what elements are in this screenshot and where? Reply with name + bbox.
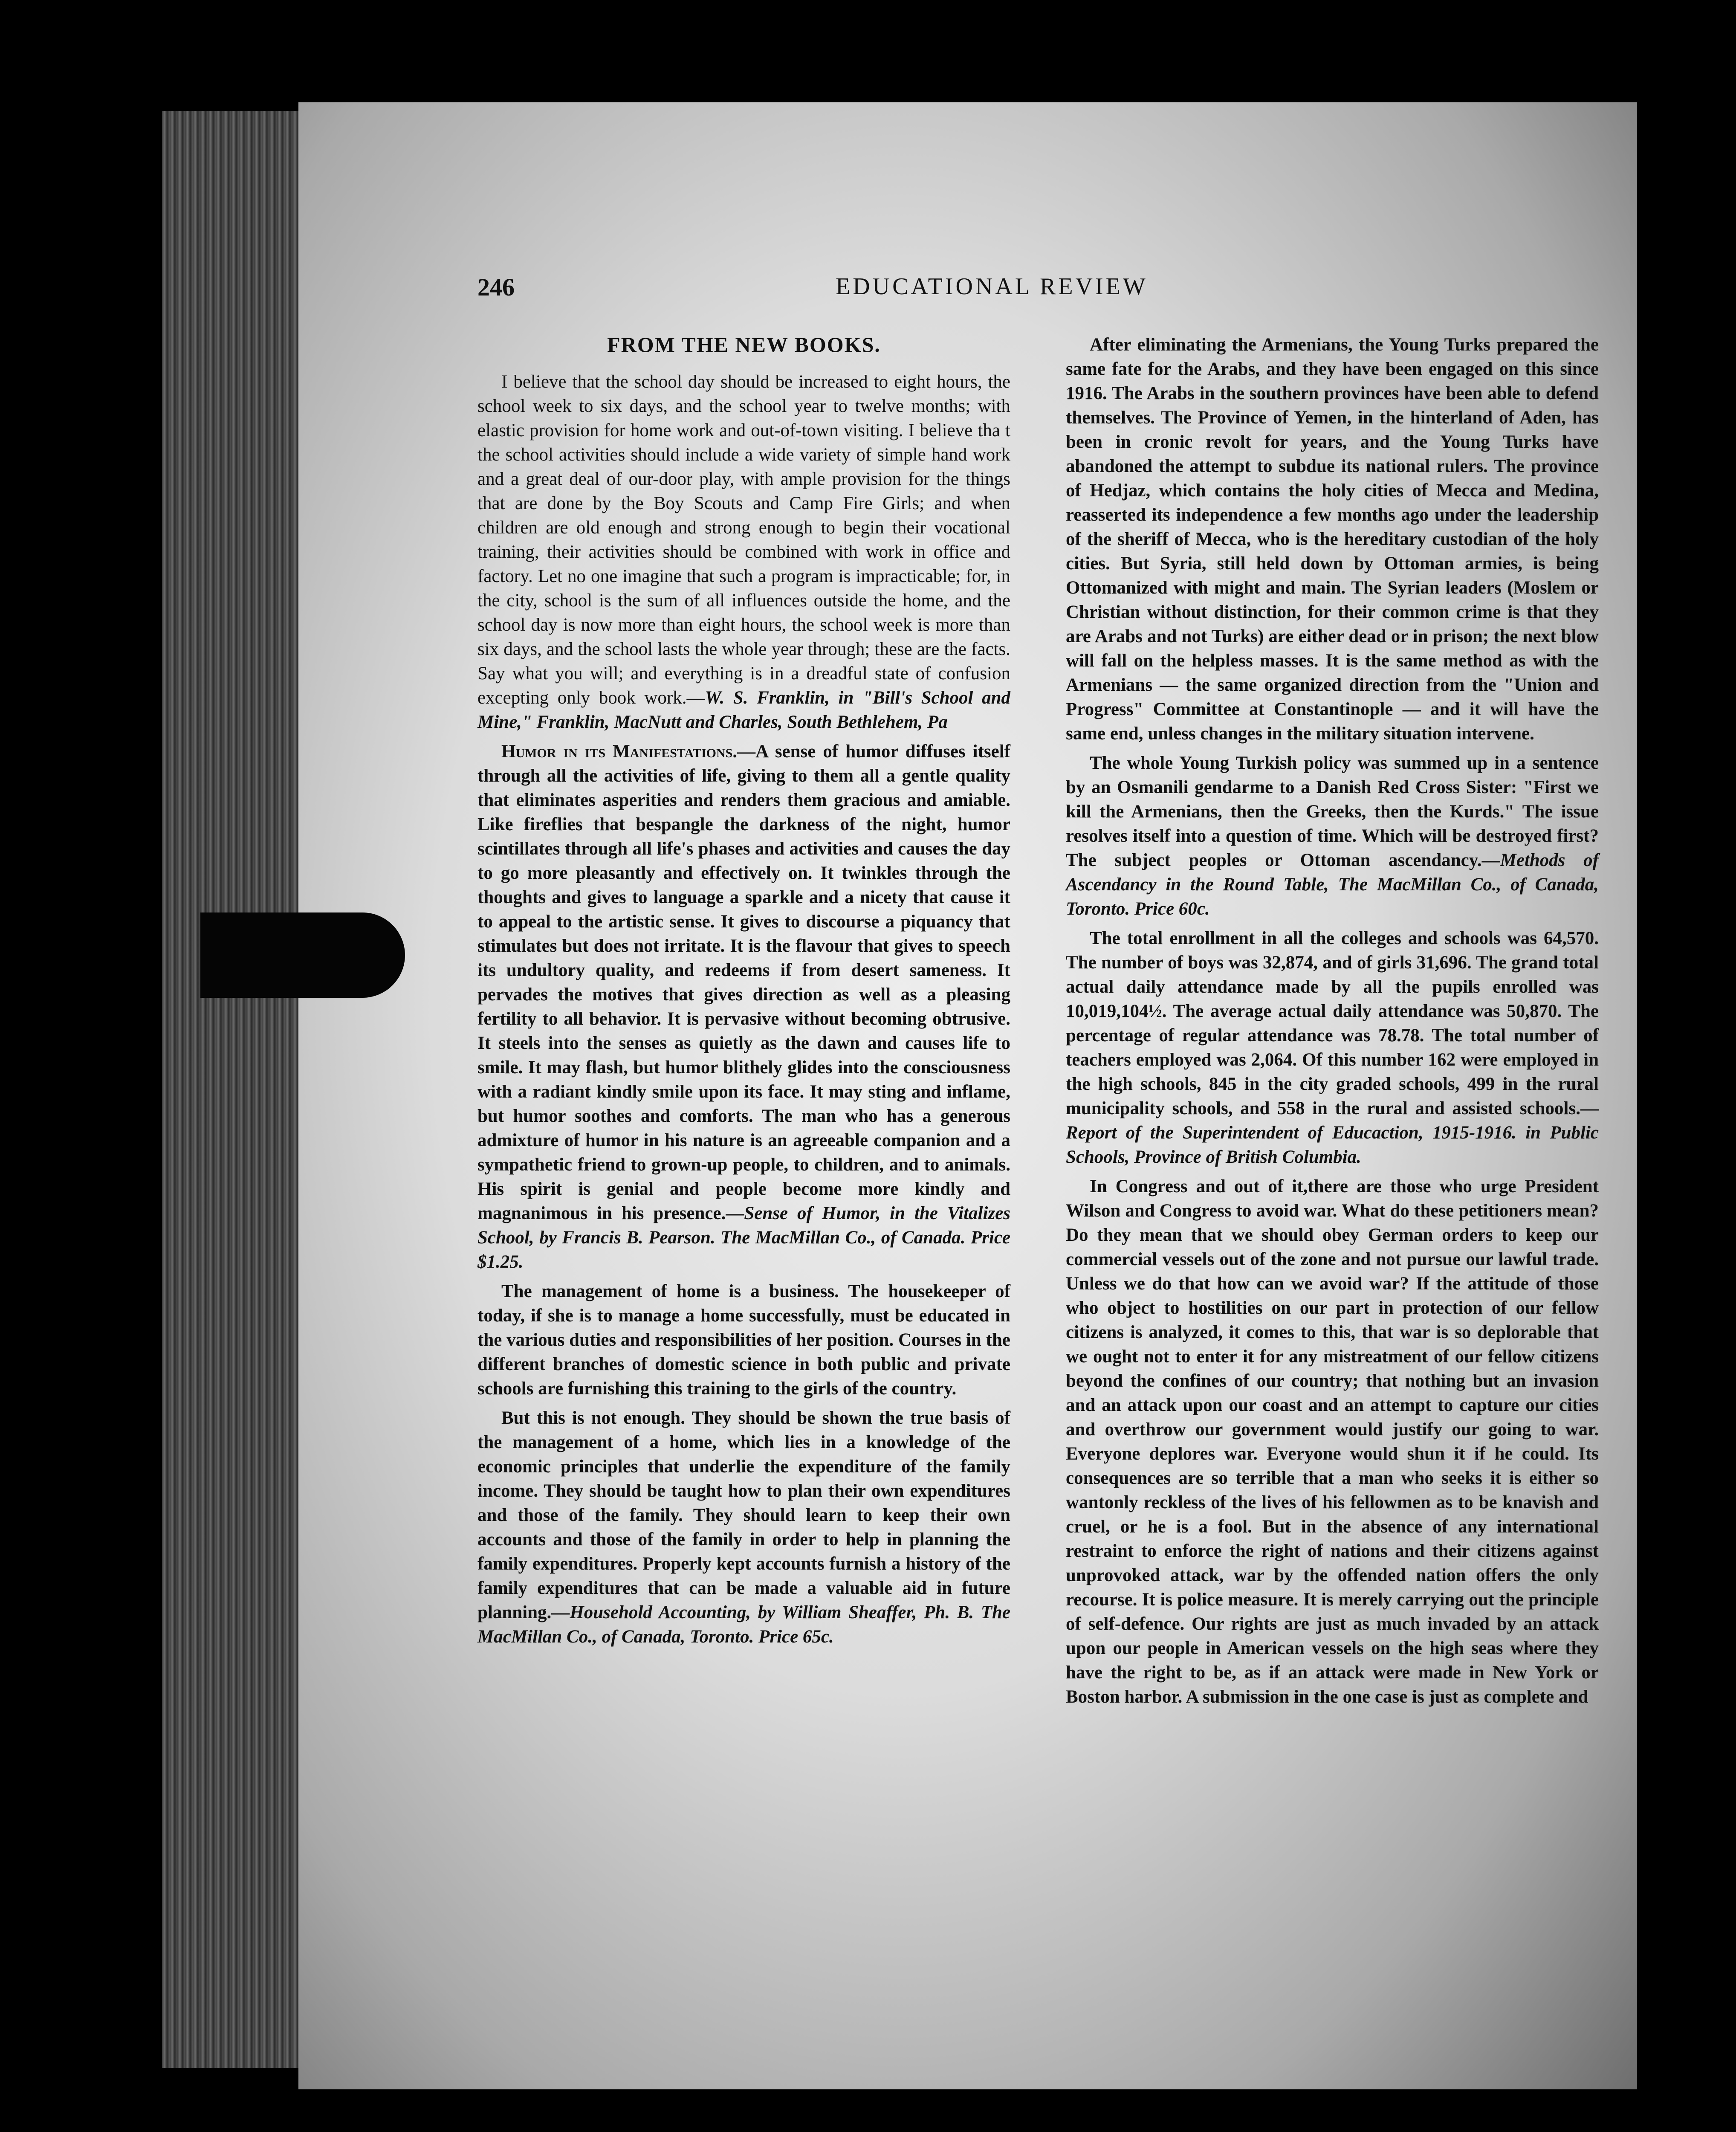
page-number: 246 [477,273,515,301]
paragraph-text: The management of home is a business. The housekeeper of today, if she is to manage a home successfully, must be educated in the various duties and responsibilities of her position. Courses in the different branches of domestic science in both public and private schools are furnishing this training to the girls of the country. [477,1281,1010,1399]
page-header [477,273,1202,311]
paragraph-citation: Sense of Humor, in the Vitalizes School, by Francis B. Pearson. The MacMillan Co., of Canada. Price $1.25. [477,1203,1010,1272]
section-title: FROM THE NEW BOOKS. [607,333,881,356]
paragraph-humor [477,739,1010,1274]
paragraph-citation: Report of the Superintendent of Educaction, 1915-1916. in Public Schools, Province of British Columbia. [1066,1123,1599,1167]
paragraph-home-management [477,1279,1010,1401]
paragraph-armenians-arabs [1066,333,1599,746]
right-column [1066,333,1599,1714]
left-column [477,333,1010,1654]
paragraph-accounting [477,1406,1010,1649]
paragraph-congress-war [1066,1174,1599,1709]
paragraph-citation: W. S. Franklin, in "Bill's School and Mine," Franklin, MacNutt and Charles, South Bethlehem, Pa [477,688,1010,732]
paragraph-text: In Congress and out of it,there are those who urge President Wilson and Congress to avoid war. What do these petitioners mean? Do they mean that we should obey German orders to keep our commercial vessels out of the zone and not pursue our lawful trade. Unless we do that how can we avoid war? If the attitude of those who object to hostilities on our part in protection of our fellow citizens is analyzed, it comes to this, that war is so deplorable that we ought not to enter it for any mistreatment of our fellow citizens beyond the confines of our country; that nothing but an invasion and an attack upon our coast and an attempt to capture our cities and overthrow our government would justify our going to war. Everyone deplores war. Everyone would shun it if he could. Its consequences are so terrible that a man who seeks it is either so wantonly reckless of the lives of his fellowmen as to be knavish and cruel, or he is a fool. But in the absence of any international restraint to enforce the right of nations and their citizens against unprovoked attack, war by the offended nation offers the only recourse. It is police measure. It is merely carrying out the principle of self-defence. Our rights are just as much invaded by an attack upon our people in American vessels on the high seas where they have the right to be, as if an attack were made in New York or Boston harbor. A submission in the one case is just as complete and [1066,1176,1599,1707]
book-page-edges [162,111,303,2068]
paragraph-text: I believe that the school day should be increased to eight hours, the school week to six days, and the school year to twelve months; with elastic provision for home work and out-of-town visiting. I believe tha t the school activities should include a wide variety of simple hand work and a great deal of our-door play, with ample provision for the things that are done by the Boy Scouts and Camp Fire Girls; and when children are old enough and strong enough to begin their vocational training, their activities should be combined with work in office and factory. Let no one imagine that such a program is impracticable; for, in the city, school is the sum of all influences outside the home, and the school day is now more than eight hours, the school week is more than six days, and the school lasts the whole year through; these are the facts. Say what you will; and everything is in a dreadful state of confusion excepting only book work.— [477,372,1010,708]
paragraph-text: —A sense of humor diffuses itself through all the activities of life, giving to them all a gentle quality that eliminates asperities and renders them gracious and amiable. Like fireflies that bespangle the darkness of the night, humor scintillates through all life's phases and activities and causes the day to go more pleasantly and effectively on. It twinkles through the thoughts and gives to language a sparkle and a nicety that cause it to appeal to the artistic sense. It gives to discourse a piquancy that stimulates but does not irritate. It is the flavour that gives to speech its undultory quality, and redeems if from desert sameness. It pervades the motives that gives direction as well as a pleasing fertility to all behavior. It is pervasive without becoming obtrusive. It steels into the senses as quietly as the dawn and causes life to smile. It may flash, but humor blithely glides into the consciousness with a radiant kindly smile upon its face. It may sting and inflame, but humor soothes and comforts. The man who has a generous admixture of humor in his nature is an agreeable companion and a sympathetic friend to grown-up people, to children, and to animals. His spirit is genial and people become more kindly and magnanimous in his presence.— [477,742,1010,1223]
paragraph-text: The total enrollment in all the colleges and schools was 64,570. The number of boys was 32,874, and of girls 31,696. The grand total actual daily attendance made by all the pupils enrolled was 10,019,104½. The average actual daily attendance was 50,870. The percentage of regular attendance was 78.78. The total number of teachers employed was 2,064. Of this number 162 were employed in the high schools, 845 in the city graded schools, 499 in the rural municipality schools, and 558 in the rural and assisted schools.— [1066,928,1599,1118]
paragraph-citation: Household Accounting, by William Sheaffer, Ph. B. The MacMillan Co., of Canada, Toronto. Price 65c. [477,1602,1010,1647]
thumb-silhouette [200,912,405,998]
paragraph-citation: Methods of Ascendancy in the Round Table, The MacMillan Co., of Canada, Toronto. Price 60c. [1066,850,1599,919]
paragraph-text: But this is not enough. They should be shown the true basis of the management of a home, which lies in a knowledge of the economic principles that underlie the expenditure of the family income. They should be taught how to plan their own expenditures and those of the family. They should learn to keep their own accounts and those of the family in order to help in planning the family expenditures. Properly kept accounts furnish a history of the family expenditures that can be made a valuable aid in future planning.— [477,1408,1010,1622]
paragraph-school-day [477,370,1010,734]
running-head: EDUCATIONAL REVIEW [836,273,1148,300]
paragraph-enrollment [1066,926,1599,1169]
paragraph-lead: Humor in its Manifestations. [501,742,738,762]
paragraph-text: The whole Young Turkish policy was summed up in a sentence by an Osmanili gendarme to a Danish Red Cross Sister: "First we kill the Armenians, then the Greeks, then the Kurds." The issue resolves itself into a question of time. Which will be destroyed first? The subject peoples or Ottoman ascendancy.— [1066,753,1599,870]
paragraph-text: After eliminating the Armenians, the Young Turks prepared the same fate for the Arabs, and they have been engaged on this since 1916. The Arabs in the southern provinces have been able to defend themselves. The Province of Yemen, in the hinterland of Aden, has been in cronic revolt for years, and the Young Turks have abandoned the attempt to subdue its national rulers. The province of Hedjaz, which contains the holy cities of Mecca and Medina, reasserted its independence a few months ago under the leadership of the sheriff of Mecca, who is the hereditary custodian of the holy cities. But Syria, still held down by Ottoman armies, is being Ottomanized with might and main. The Syrian leaders (Moslem or Christian without distinction, for their common crime is that they are Arabs and not Turks) are either dead or in prison; the next blow will fall on the helpless masses. It is the same method as with the Armenians — the same organized direction from the "Union and Progress" Committee at Constantinople — and it will have the same end, unless changes in the military situation intervene. [1066,335,1599,744]
paragraph-young-turkish-policy [1066,751,1599,921]
